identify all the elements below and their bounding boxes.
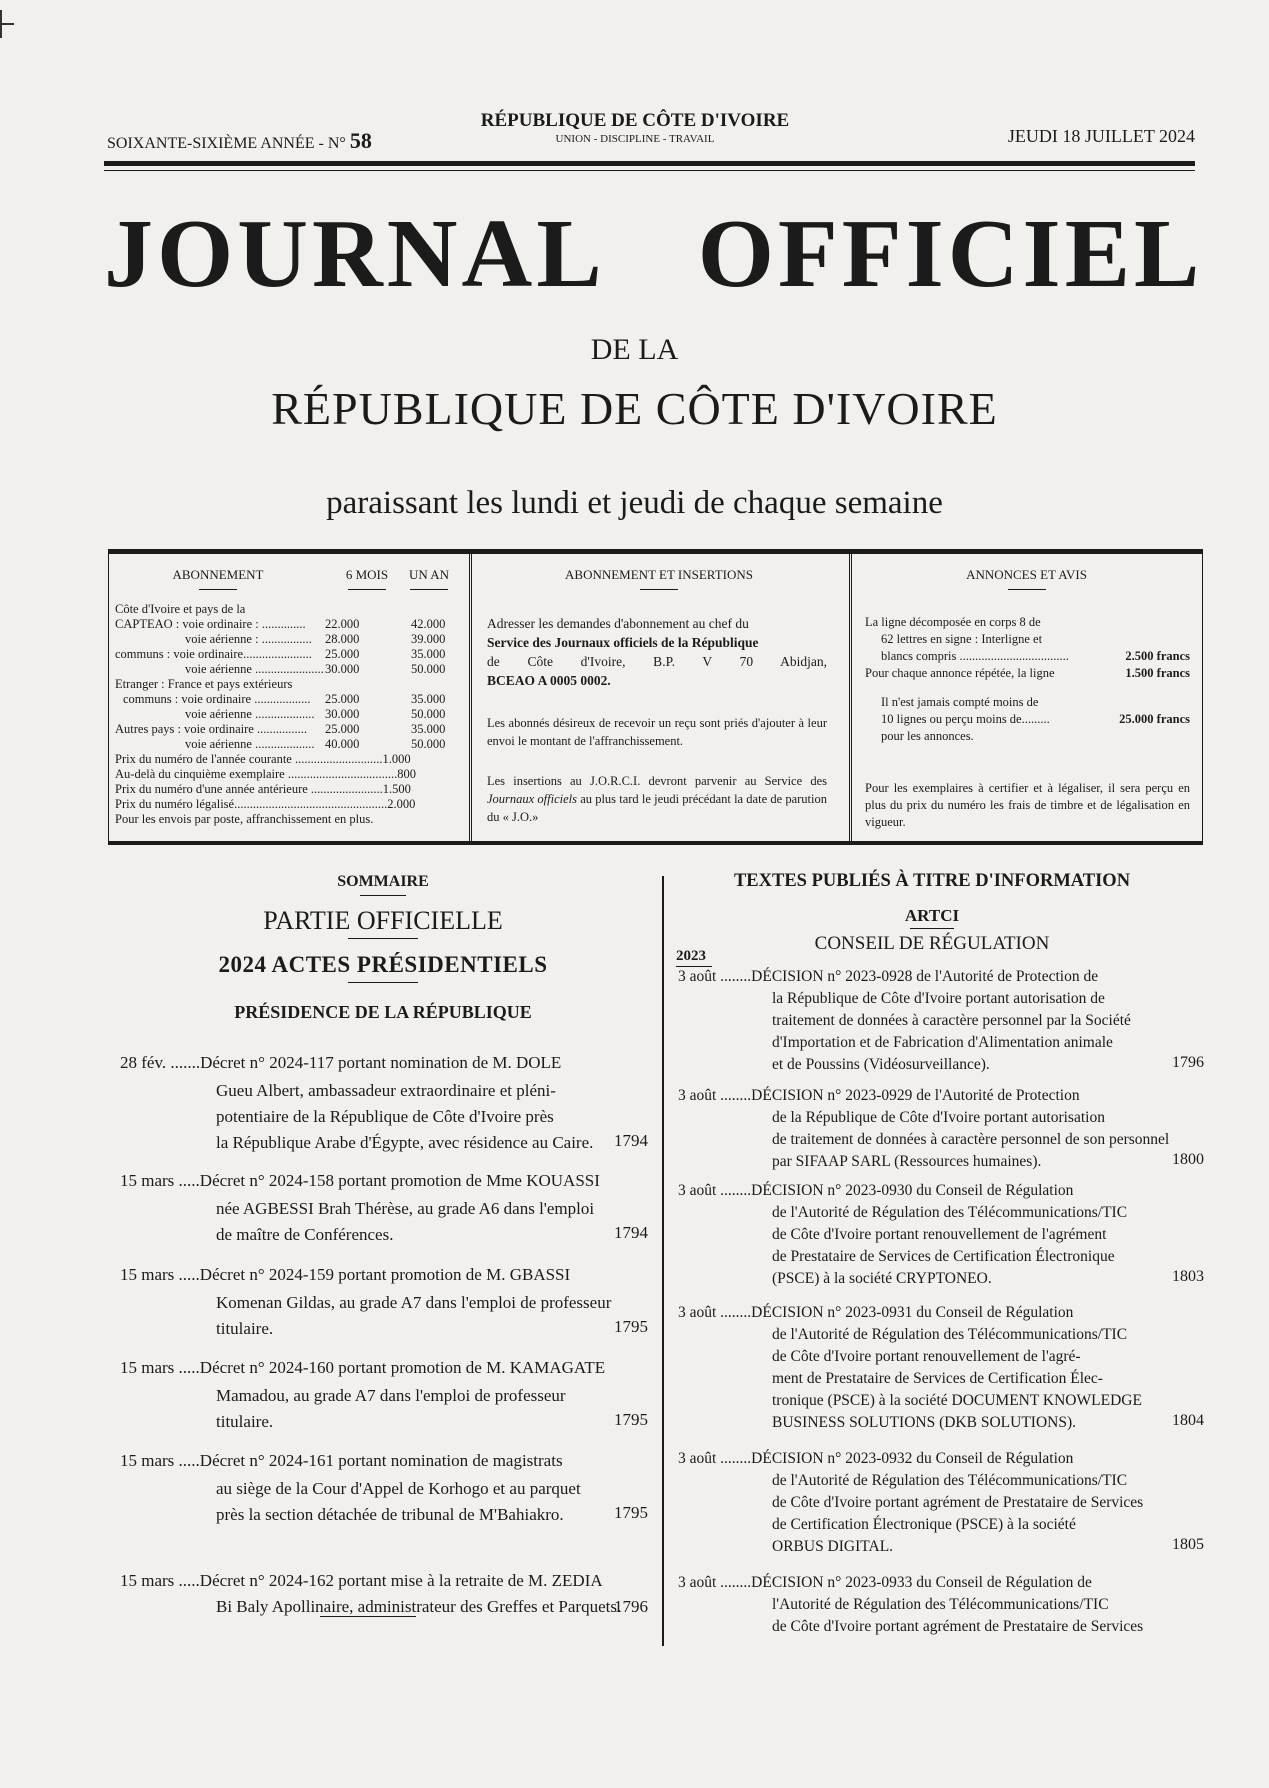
entry-text: [216, 1078, 616, 1156]
entry-line: Gueu Albert, ambassadeur extraordinaire et pléni-: [216, 1081, 556, 1100]
tariff-row: [115, 767, 455, 782]
tariff-table: [115, 602, 455, 827]
entry-heading: 3 août ........DÉCISION n° 2023-0929 de l'Autorité de Protection: [678, 1087, 1080, 1104]
entry-heading: 3 août ........DÉCISION n° 2023-0928 de l'Autorité de Protection de: [678, 968, 1099, 985]
entry-text: [216, 1196, 616, 1248]
entry-line: au siège de la Cour d'Appel de Korhogo et au parquet: [216, 1479, 581, 1498]
tariff-label: Prix du numéro légalisé.................................................2.000: [115, 797, 416, 811]
masthead-country: RÉPUBLIQUE DE CÔTE D'IVOIRE: [271, 383, 998, 434]
entry-line: de Côte d'Ivoire portant renouvellement de l'agré-: [772, 1348, 1081, 1365]
entry-line: ment de Prestataire de Services de Certification Élec-: [772, 1370, 1103, 1387]
entry-line: près la section détachée de tribunal de M'Bahiakro.: [216, 1505, 564, 1524]
entry-line: et de Poussins (Vidéosurveillance).: [772, 1056, 990, 1073]
page-number: 1794: [614, 1223, 648, 1242]
tariff-label: voie aérienne : ................: [185, 632, 312, 646]
entry-line: Mamadou, au grade A7 dans l'emploi de professeur: [216, 1386, 566, 1405]
tariff-label: Prix du numéro d'une année antérieure .......................1.500: [115, 782, 411, 796]
tariff-row: [115, 812, 455, 827]
entry-line: BUSINESS SOLUTIONS (DKB SOLUTIONS).: [772, 1414, 1076, 1431]
tariff-row: [115, 692, 455, 707]
tariff-label: communs : voie ordinaire ..................: [123, 692, 311, 706]
tariff-label: communs : voie ordinaire......................: [115, 647, 312, 661]
issue-line: [107, 128, 372, 154]
textes-title: TEXTES PUBLIÉS À TITRE D'INFORMATION: [733, 871, 1131, 891]
tariff-6mois-value: 30.000: [325, 707, 360, 721]
entry-heading: 3 août ........DÉCISION n° 2023-0930 du Conseil de Régulation: [678, 1182, 1074, 1199]
entry-line: de l'Autorité de Régulation des Télécommunications/TIC: [772, 1204, 1128, 1221]
entry-line: tronique (PSCE) à la société DOCUMENT KNOWLEDGE: [772, 1392, 1142, 1409]
tariff-label: voie aérienne ...................: [185, 737, 315, 751]
tariff-row: [115, 722, 455, 737]
tariff-label: Pour les envois par poste, affranchissement en plus.: [115, 812, 374, 826]
entry-line: ORBUS DIGITAL.: [772, 1538, 894, 1555]
entry-line: la République Arabe d'Égypte, avec résidence au Caire.: [216, 1133, 594, 1152]
abonnement-insertions-title: ABONNEMENT ET INSERTIONS: [479, 567, 839, 590]
entry-heading: 15 mars .....Décret n° 2024-159 portant promotion de M. GBASSI: [120, 1265, 571, 1284]
entry-text: [772, 1470, 1162, 1558]
entry-line: de l'Autorité de Régulation des Télécommunications/TIC: [772, 1326, 1128, 1343]
entry-text: [772, 1202, 1162, 1290]
page-number: 1804: [1172, 1412, 1204, 1429]
publication-frequency: paraissant les lundi et jeudi de chaque semaine: [326, 485, 943, 521]
entry-heading: 15 mars .....Décret n° 2024-162 portant mise à la retraite de M. ZEDIA: [120, 1571, 603, 1590]
tariff-label: voie aérienne ...................: [185, 707, 315, 721]
entry-line: (PSCE) à la société CRYPTONEO.: [772, 1270, 992, 1287]
tariff-6mois-value: 22.000: [325, 617, 360, 631]
sommaire-entry: [120, 1262, 660, 1340]
tariffs-title: ABONNEMENT: [153, 567, 283, 590]
textes-entry: [678, 1572, 1218, 1638]
sommaire-entry: [120, 1568, 660, 1620]
crop-mark: [0, 10, 14, 38]
tariff-unan-value: 35.000: [411, 692, 446, 706]
entry-heading: 15 mars .....Décret n° 2024-161 portant nomination de magistrats: [120, 1451, 563, 1470]
sommaire-title: SOMMAIRE: [108, 873, 658, 896]
page-number: 1794: [614, 1131, 648, 1150]
entry-line: de Certification Électronique (PSCE) à la société: [772, 1516, 1076, 1533]
entry-heading: 15 mars .....Décret n° 2024-160 portant promotion de M. KAMAGATE: [120, 1358, 606, 1377]
tariff-label: voie aérienne ......................: [185, 662, 324, 676]
tariff-row: [115, 737, 455, 752]
box-divider: [849, 554, 853, 841]
tariff-6mois-value: 40.000: [325, 737, 360, 751]
issue-date: JEUDI 18 JUILLET 2024: [1007, 126, 1195, 146]
artci-title: ARTCI: [672, 906, 1192, 929]
tariff-6mois-value: 25.000: [325, 647, 360, 661]
entry-text: [216, 1290, 616, 1342]
tariff-row: [115, 647, 455, 662]
conseil-title: CONSEIL DE RÉGULATION: [814, 933, 1050, 954]
insertion-deadline: Les insertions au J.O.R.C.I. devront parvenir au Service des Journaux officiels au plus tard le jeudi précédant la date de parution du « J.O.»: [487, 774, 827, 824]
tariff-row: [115, 797, 455, 812]
page-number: 1795: [614, 1410, 648, 1429]
tariff-unan-value: 50.000: [411, 707, 446, 721]
entry-text: [772, 988, 1162, 1076]
entry-line: la République de Côte d'Ivoire portant autorisation de: [772, 990, 1105, 1007]
entry-text: [216, 1594, 622, 1620]
entry-line: Komenan Gildas, au grade A7 dans l'emploi de professeur: [216, 1293, 612, 1312]
masthead-word-officiel: OFFICIEL: [697, 200, 1204, 308]
entry-line: Bi Baly Apollinaire, administrateur des Greffes et Parquets.: [216, 1597, 622, 1616]
entry-line: de l'Autorité de Régulation des Télécommunications/TIC: [772, 1472, 1128, 1489]
entry-line: titulaire.: [216, 1319, 274, 1338]
entry-line: de maître de Conférences.: [216, 1225, 394, 1244]
entry-line: l'Autorité de Régulation des Télécommunications/TIC: [772, 1596, 1109, 1613]
sommaire-entry: [120, 1168, 660, 1246]
entry-line: de Côte d'Ivoire portant renouvellement de l'agrément: [772, 1226, 1107, 1243]
tariffs-col-unan: UN AN: [404, 567, 454, 590]
partie-officielle-title: PARTIE OFFICIELLE: [108, 906, 658, 939]
year-label: SOIXANTE-SIXIÈME ANNÉE - N°: [107, 135, 346, 152]
entry-line: potentiaire de la République de Côte d'Ivoire près: [216, 1107, 554, 1126]
box-divider: [469, 554, 473, 841]
tariff-row: [115, 632, 455, 647]
page-number: 1805: [1172, 1536, 1204, 1553]
textes-entry: [678, 1448, 1218, 1558]
textes-entry: [678, 1180, 1218, 1290]
sommaire-entry: [120, 1050, 660, 1154]
annonces-title: ANNONCES ET AVIS: [859, 567, 1194, 590]
masthead-title: [104, 198, 1204, 310]
tariff-unan-value: 39.000: [411, 632, 446, 646]
sommaire-entry: [120, 1355, 660, 1433]
republic-block: [440, 110, 830, 145]
entry-heading: 15 mars .....Décret n° 2024-158 portant promotion de Mme KOUASSI: [120, 1171, 600, 1190]
presidence-title: PRÉSIDENCE DE LA RÉPUBLIQUE: [234, 1002, 532, 1022]
masthead-word-journal: JOURNAL: [104, 200, 606, 308]
entry-line: de Prestataire de Services de Certification Électronique: [772, 1248, 1115, 1265]
entry-line: titulaire.: [216, 1412, 274, 1431]
national-motto: UNION - DISCIPLINE - TRAVAIL: [555, 133, 715, 145]
tariff-label: Côte d'Ivoire et pays de la: [115, 602, 246, 616]
tariff-6mois-value: 28.000: [325, 632, 360, 646]
receipt-note: Les abonnés désireux de recevoir un reçu sont priés d'ajouter à leur envoi le montant de l'affranchissement.: [487, 716, 827, 748]
tariff-row: [115, 752, 455, 767]
annonces-pricing: La ligne décomposée en corps 8 de 62 lettres en signe : Interligne et blancs compris ................................... 2.500 francs Pour chaque annonce répétée, la ligne 1.500 francs Il n'est jamais compté moins de 10 lignes ou perçu moins de......... 25.000 francs pour les annonces.: [865, 615, 1190, 743]
entry-line: d'Importation et de Fabrication d'Alimentation animale: [772, 1034, 1113, 1051]
entry-line: de Côte d'Ivoire portant agrément de Prestataire de Services: [772, 1618, 1144, 1635]
header-rule-thin: [104, 170, 1195, 171]
tariffs-col-6mois: 6 MOIS: [337, 567, 397, 590]
actes-title: 2024 ACTES PRÉSIDENTIELS: [108, 952, 658, 983]
textes-entry: [678, 1302, 1218, 1434]
page-number: 1796: [614, 1597, 648, 1616]
issue-number: 58: [349, 128, 372, 153]
masthead-de-la: DE LA: [590, 333, 679, 366]
tariff-6mois-value: 30.000: [325, 662, 360, 676]
entry-line: née AGBESSI Brah Thérèse, au grade A6 dans l'emploi: [216, 1199, 595, 1218]
textes-entry: [678, 1085, 1218, 1173]
entry-line: de Côte d'Ivoire portant agrément de Prestataire de Services: [772, 1494, 1144, 1511]
entry-line: de traitement de données à caractère personnel de son personnel: [772, 1131, 1170, 1148]
tariff-unan-value: 50.000: [411, 737, 446, 751]
page-number: 1803: [1172, 1268, 1204, 1285]
tariff-label: Etranger : France et pays extérieurs: [115, 677, 293, 691]
year-heading: 2023: [676, 948, 712, 967]
tariff-6mois-value: 25.000: [325, 692, 360, 706]
entry-text: [772, 1107, 1170, 1173]
tariff-unan-value: 42.000: [411, 617, 446, 631]
page-number: 1800: [1172, 1151, 1204, 1168]
textes-entry: [678, 966, 1218, 1076]
entry-heading: 28 fév. .......Décret n° 2024-117 portant nomination de M. DOLE: [120, 1053, 562, 1072]
page-number: 1795: [614, 1503, 648, 1522]
tariff-label: Autres pays : voie ordinaire ................: [115, 722, 307, 736]
entry-text: [772, 1594, 1162, 1638]
tariff-row: [115, 617, 455, 632]
republic-name: RÉPUBLIQUE DE CÔTE D'IVOIRE: [480, 110, 790, 131]
tariff-row: [115, 707, 455, 722]
tariff-label: CAPTEAO : voie ordinaire : ..............: [115, 617, 306, 631]
entry-line: par SIFAAP SARL (Ressources humaines).: [772, 1153, 1042, 1170]
column-divider: [662, 876, 664, 1646]
subscription-address: Adresser les demandes d'abonnement au chef du Service des Journaux officiels de la République de Côte d'Ivoire, B.P. V 70 Abidjan, BCEAO A 0005 0002.: [487, 616, 827, 688]
page-number: 1796: [1172, 1054, 1204, 1071]
entry-heading: 3 août ........DÉCISION n° 2023-0932 du Conseil de Régulation: [678, 1450, 1074, 1467]
tariff-6mois-value: 25.000: [325, 722, 360, 736]
end-rule: [320, 1616, 416, 1617]
entry-heading: 3 août ........DÉCISION n° 2023-0933 du Conseil de Régulation de: [678, 1574, 1092, 1591]
tariff-unan-value: 35.000: [411, 722, 446, 736]
entry-text: [216, 1476, 616, 1528]
entry-text: [772, 1324, 1162, 1434]
entry-line: traitement de données à caractère personnel par la Société: [772, 1012, 1131, 1029]
tariff-unan-value: 50.000: [411, 662, 446, 676]
entry-heading: 3 août ........DÉCISION n° 2023-0931 du Conseil de Régulation: [678, 1304, 1074, 1321]
entry-line: de la République de Côte d'Ivoire portant autorisation: [772, 1109, 1105, 1126]
tariff-row: [115, 662, 455, 677]
tariff-label: Au-delà du cinquième exemplaire ...................................800: [115, 767, 416, 781]
legalisation-note: Pour les exemplaires à certifier et à légaliser, il sera perçu en plus du prix du numéro les frais de timbre et de légalisation en vigueur.: [865, 781, 1190, 829]
tariff-row: [115, 782, 455, 797]
entry-text: [216, 1383, 616, 1435]
tariff-unan-value: 35.000: [411, 647, 446, 661]
page-number: 1795: [614, 1317, 648, 1336]
tariff-row: [115, 602, 455, 617]
subscription-box: [108, 549, 1203, 845]
header-rule: [104, 161, 1195, 166]
sommaire-entry: [120, 1448, 660, 1526]
tariff-label: Prix du numéro de l'année courante ............................1.000: [115, 752, 411, 766]
tariff-row: [115, 677, 455, 692]
